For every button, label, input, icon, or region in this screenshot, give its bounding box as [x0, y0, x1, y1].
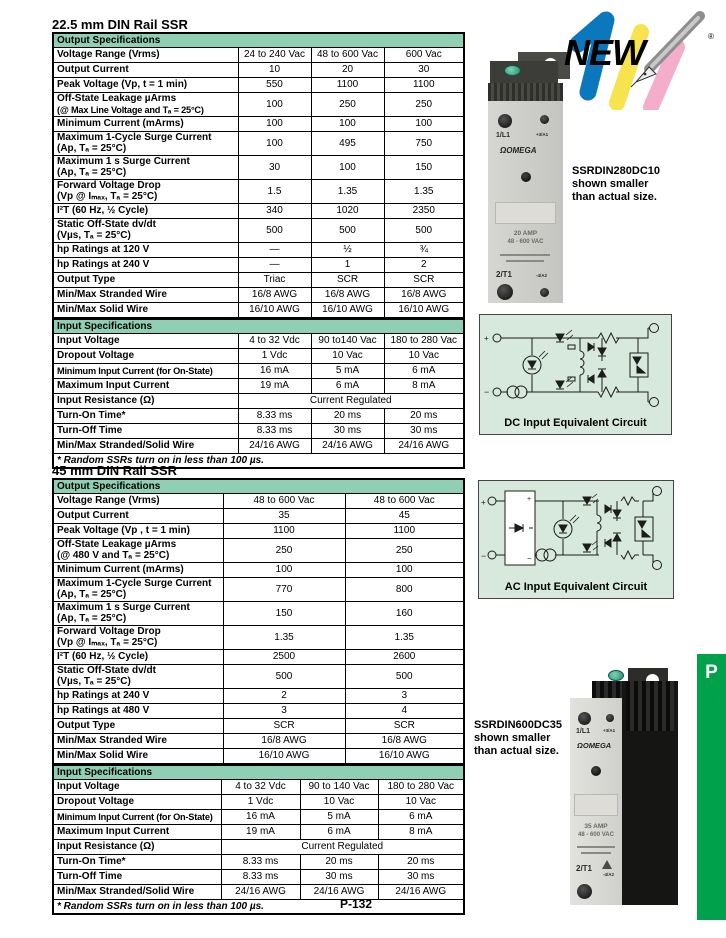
row-label: Voltage Range (Vrms): [53, 494, 223, 509]
row-label: Dropout Voltage: [53, 795, 221, 810]
row-label: hp Ratings at 240 V: [53, 258, 238, 273]
row-label: hp Ratings at 480 V: [53, 704, 223, 719]
row-value: 20: [311, 63, 384, 78]
table-row: [53, 626, 464, 650]
row-value: 3: [345, 689, 464, 704]
row-label: Turn-On Time*: [53, 409, 238, 424]
row-label: Minimum Current (mArms): [53, 117, 238, 132]
table-row: [53, 719, 464, 734]
row-value: 30 ms: [311, 424, 384, 439]
row-value: 2: [223, 689, 345, 704]
row-value: 1100: [384, 78, 464, 93]
caption-line: than actual size.: [572, 191, 657, 203]
row-value: 16/10 AWG: [238, 303, 311, 319]
row-value: 90 to140 Vac: [311, 334, 384, 349]
table-row: [53, 494, 464, 509]
row-label: Peak Voltage (Vp , t = 1 min): [53, 524, 223, 539]
ac-circuit-box: [478, 480, 674, 599]
table-row: [53, 394, 464, 409]
row-label: Static Off-State dv/dt (Vµs, Tₐ = 25°C): [53, 219, 238, 243]
row-value: 20 ms: [300, 855, 378, 870]
row-value: 2500: [223, 650, 345, 665]
row-label: Min/Max Stranded Wire: [53, 288, 238, 303]
row-label: Turn-Off Time: [53, 424, 238, 439]
row-value: 19 mA: [221, 825, 300, 840]
table-row: [53, 509, 464, 524]
voltage-rating-label: 48 - 600 VAC: [507, 239, 544, 245]
row-value: 16/10 AWG: [384, 303, 464, 319]
table-section-header: Input Specifications: [53, 765, 464, 780]
row-value: 1.35: [384, 180, 464, 204]
row-value: 2: [384, 258, 464, 273]
row-value: 4 to 32 Vdc: [221, 780, 300, 795]
terminal-label: 2/T1: [496, 270, 513, 279]
row-label: Input Resistance (Ω): [53, 394, 238, 409]
warning-icon: [602, 860, 612, 869]
fine-print-line: [506, 260, 544, 262]
table-row: [53, 117, 464, 132]
row-value: 16/8 AWG: [223, 734, 345, 749]
table-row: [53, 219, 464, 243]
row-value: 1.5: [238, 180, 311, 204]
row-value: 4: [345, 704, 464, 719]
row-value: 750: [384, 132, 464, 156]
row-value: 4 to 32 Vdc: [238, 334, 311, 349]
row-value: 30 ms: [378, 870, 464, 885]
row-value: 1.35: [311, 180, 384, 204]
spec-table: [52, 478, 465, 765]
product-photo-ssrdin600dc35: [570, 668, 680, 905]
caption-line: shown smaller: [474, 732, 551, 744]
row-value: 2600: [345, 650, 464, 665]
row-value: 16 mA: [221, 810, 300, 825]
pen-icon: [548, 6, 726, 110]
row-value: 16 mA: [238, 364, 311, 379]
table-footnote: * Random SSRs turn on in less than 100 µs.: [53, 454, 464, 469]
row-value: 20 ms: [378, 855, 464, 870]
table-row: [53, 704, 464, 719]
row-label: Min/Max Stranded/Solid Wire: [53, 885, 221, 900]
row-label: Turn-On Time*: [53, 855, 221, 870]
row-value: 1100: [345, 524, 464, 539]
row-label: Output Type: [53, 273, 238, 288]
row-value: 16/10 AWG: [223, 749, 345, 765]
row-value: 6 mA: [378, 810, 464, 825]
row-value: Current Regulated: [221, 840, 464, 855]
dc-circuit-caption: DC Input Equivalent Circuit: [504, 417, 647, 429]
table-section-header: Output Specifications: [53, 479, 464, 494]
row-label: Off-State Leakage µArms (@ 480 V and Tₐ = 25°C): [53, 539, 223, 563]
row-value: 3: [223, 704, 345, 719]
bridge-plus: +: [527, 496, 532, 503]
row-value: SCR: [223, 719, 345, 734]
row-value: 500: [238, 219, 311, 243]
terminal-label: -4/A2: [603, 872, 615, 877]
row-label: Minimum Input Current (for On-State): [53, 810, 221, 825]
row-value: 1: [311, 258, 384, 273]
table-row: [53, 870, 464, 885]
row-value: 1.35: [345, 626, 464, 650]
row-value: 250: [384, 93, 464, 117]
row-label: Minimum Current (mArms): [53, 563, 223, 578]
row-value: 600 Vac: [384, 48, 464, 63]
row-value: 340: [238, 204, 311, 219]
row-label: Min/Max Solid Wire: [53, 303, 238, 319]
row-value: 48 to 600 Vac: [311, 48, 384, 63]
table-row: [53, 364, 464, 379]
table-row: [53, 156, 464, 180]
row-value: 770: [223, 578, 345, 602]
row-value: 30: [384, 63, 464, 78]
terminal-screw: [540, 288, 549, 297]
spec-tables-22-5mm: [52, 33, 464, 469]
row-value: SCR: [345, 719, 464, 734]
row-value: 100: [223, 563, 345, 578]
table-row: [53, 288, 464, 303]
section-tab-letter: P: [705, 662, 718, 683]
table-row: [53, 665, 464, 689]
row-value: 24/16 AWG: [221, 885, 300, 900]
row-value: 90 to 140 Vac: [300, 780, 378, 795]
product-model: SSRDIN600DC35: [474, 719, 563, 731]
row-label: Maximum Input Current: [53, 825, 221, 840]
table-row: [53, 749, 464, 765]
row-value: 6 mA: [311, 379, 384, 394]
ground-screw: [608, 670, 624, 681]
row-value: 24/16 AWG: [384, 439, 464, 454]
ground-screw: [504, 65, 521, 76]
table-row: [53, 439, 464, 454]
row-value: 48 to 600 Vac: [345, 494, 464, 509]
table-row: [53, 780, 464, 795]
table-section-header: Input Specifications: [53, 319, 464, 334]
row-value: 1020: [311, 204, 384, 219]
row-value: 6 mA: [300, 825, 378, 840]
section-title-22-5mm: 22.5 mm DIN Rail SSR: [52, 17, 188, 32]
row-label: Input Resistance (Ω): [53, 840, 221, 855]
ac-circuit-caption: AC Input Equivalent Circuit: [504, 581, 648, 593]
row-label: Maximum 1 s Surge Current (Ap, Tₐ = 25°C): [53, 602, 223, 626]
row-value: 30: [238, 156, 311, 180]
status-led: [591, 766, 601, 776]
row-value: ½: [311, 243, 384, 258]
row-value: 495: [311, 132, 384, 156]
table-row: [53, 650, 464, 665]
ac-circuit-schematic: [479, 481, 675, 575]
row-value: 19 mA: [238, 379, 311, 394]
table-footnote: * Random SSRs turn on in less than 100 µs.: [53, 900, 464, 915]
terminal-label: +3/A1: [536, 132, 549, 137]
row-value: 24/16 AWG: [300, 885, 378, 900]
table-row: [53, 243, 464, 258]
row-label: Min/Max Stranded Wire: [53, 734, 223, 749]
row-label: Dropout Voltage: [53, 349, 238, 364]
row-value: 16/10 AWG: [311, 303, 384, 319]
row-value: 24/16 AWG: [311, 439, 384, 454]
table-row: [53, 840, 464, 855]
table-row: [53, 563, 464, 578]
row-value: 16/8 AWG: [384, 288, 464, 303]
row-value: 6 mA: [384, 364, 464, 379]
row-value: 5 mA: [311, 364, 384, 379]
spec-table: [52, 318, 465, 469]
row-value: SCR: [311, 273, 384, 288]
row-value: 250: [311, 93, 384, 117]
caption-line: than actual size.: [474, 745, 559, 757]
row-value: 1100: [223, 524, 345, 539]
row-value: 500: [223, 665, 345, 689]
spec-table: [52, 32, 465, 319]
row-value: 8.33 ms: [238, 424, 311, 439]
row-value: 8.33 ms: [221, 855, 300, 870]
row-value: SCR: [384, 273, 464, 288]
fine-print-line: [581, 852, 611, 854]
row-value: 45: [345, 509, 464, 524]
row-value: 250: [223, 539, 345, 563]
terminal-label: +3/A1: [603, 728, 616, 733]
row-label: Peak Voltage (Vp, t = 1 min): [53, 78, 238, 93]
row-value: 100: [311, 156, 384, 180]
table-row: [53, 349, 464, 364]
table-row: [53, 795, 464, 810]
product-caption: [572, 165, 722, 204]
row-value: 500: [384, 219, 464, 243]
fine-print-line: [577, 846, 615, 848]
table-row: [53, 855, 464, 870]
terminal-label: 1/L1: [496, 132, 511, 139]
row-value: 48 to 600 Vac: [223, 494, 345, 509]
row-label: Voltage Range (Vrms): [53, 48, 238, 63]
table-row: [53, 409, 464, 424]
table-row: [53, 424, 464, 439]
minus-sign: −: [484, 387, 490, 397]
dc-circuit-box: [479, 314, 672, 435]
heatsink-fins: [626, 681, 674, 731]
table-row: [53, 524, 464, 539]
terminal-screw: [578, 712, 591, 725]
row-label: Maximum 1-Cycle Surge Current (Ap, Tₐ = 25°C): [53, 132, 238, 156]
registered-mark: ®: [708, 32, 714, 41]
dc-circuit-schematic: [480, 315, 673, 411]
row-value: 550: [238, 78, 311, 93]
row-value: 180 to 280 Vac: [384, 334, 464, 349]
amp-rating-label: 35 AMP: [584, 823, 608, 830]
row-value: 16/10 AWG: [345, 749, 464, 765]
table-row: [53, 734, 464, 749]
omega-logo: ΩOMEGA: [500, 146, 537, 155]
table-row: [53, 334, 464, 349]
row-value: 10 Vac: [300, 795, 378, 810]
row-value: 150: [384, 156, 464, 180]
table-row: [53, 78, 464, 93]
row-value: 180 to 280 Vac: [378, 780, 464, 795]
row-value: 8 mA: [378, 825, 464, 840]
row-value: 1.35: [223, 626, 345, 650]
row-label: Maximum 1-Cycle Surge Current (Ap, Tₐ = 25°C): [53, 578, 223, 602]
plus-sign: +: [484, 334, 489, 343]
row-label: Forward Voltage Drop (Vp @ Iₘₐₓ, Tₐ = 25°C): [53, 180, 238, 204]
table-row: [53, 885, 464, 900]
row-value: 100: [384, 117, 464, 132]
row-label: Minimum Input Current (for On-State): [53, 364, 238, 379]
row-value: 16/8 AWG: [345, 734, 464, 749]
row-label: Input Voltage: [53, 780, 221, 795]
row-value: 10: [238, 63, 311, 78]
table-row: [53, 63, 464, 78]
label-window: [574, 794, 618, 816]
table-row: [53, 258, 464, 273]
row-value: 16/8 AWG: [311, 288, 384, 303]
row-value: 100: [238, 132, 311, 156]
row-value: 500: [311, 219, 384, 243]
table-row: [53, 825, 464, 840]
row-label: Maximum 1 s Surge Current (Ap, Tₐ = 25°C): [53, 156, 238, 180]
row-label: I²T (60 Hz, ½ Cycle): [53, 204, 238, 219]
row-label: Output Current: [53, 509, 223, 524]
voltage-rating-label: 48 - 600 VAC: [578, 832, 614, 838]
row-label: Maximum Input Current: [53, 379, 238, 394]
row-label: Output Current: [53, 63, 238, 78]
row-value: 100: [311, 117, 384, 132]
label-window: [495, 202, 556, 224]
row-label: Output Type: [53, 719, 223, 734]
row-label: Input Voltage: [53, 334, 238, 349]
spec-table: [52, 764, 465, 915]
spec-tables-45mm: [52, 479, 464, 915]
row-value: 30 ms: [384, 424, 464, 439]
row-label: Min/Max Solid Wire: [53, 749, 223, 765]
bridge-minus: −: [527, 554, 532, 563]
row-label: I²T (60 Hz, ½ Cycle): [53, 650, 223, 665]
row-label: Turn-Off Time: [53, 870, 221, 885]
terminal-label: 1/L1: [576, 728, 591, 735]
terminal-label: 2/T1: [576, 864, 593, 873]
amp-rating-label: 20 AMP: [513, 230, 538, 237]
row-value: 35: [223, 509, 345, 524]
row-value: 160: [345, 602, 464, 626]
table-row: [53, 132, 464, 156]
row-value: 24/16 AWG: [378, 885, 464, 900]
row-value: 24/16 AWG: [238, 439, 311, 454]
table-row: [53, 810, 464, 825]
row-label: hp Ratings at 240 V: [53, 689, 223, 704]
omega-logo: ΩOMEGA: [577, 741, 612, 750]
terminal-screw: [577, 884, 592, 899]
fine-print-line: [500, 254, 550, 256]
new-badge: [548, 6, 726, 110]
caption-line: shown smaller: [572, 178, 649, 190]
row-value: 16/8 AWG: [238, 288, 311, 303]
section-title-45mm: 45 mm DIN Rail SSR: [52, 463, 177, 478]
row-value: 8.33 ms: [221, 870, 300, 885]
table-row: [53, 689, 464, 704]
terminal-screw: [606, 714, 614, 722]
row-value: 10 Vac: [311, 349, 384, 364]
row-value: 8.33 ms: [238, 409, 311, 424]
row-label: Min/Max Stranded/Solid Wire: [53, 439, 238, 454]
row-label: Off-State Leakage µArms (@ Max Line Voltage and Tₐ = 25°C): [53, 93, 238, 117]
row-value: 1 Vdc: [221, 795, 300, 810]
table-row: [53, 273, 464, 288]
terminal-screw: [498, 114, 512, 128]
row-value: 10 Vac: [378, 795, 464, 810]
status-led: [521, 172, 531, 182]
table-row: [53, 379, 464, 394]
terminal-label: -4/A2: [536, 273, 548, 278]
row-value: 20 ms: [311, 409, 384, 424]
row-value: 150: [223, 602, 345, 626]
row-value: 2350: [384, 204, 464, 219]
product-model: SSRDIN280DC10: [572, 165, 661, 177]
row-value: —: [238, 258, 311, 273]
row-value: 250: [345, 539, 464, 563]
table-row: [53, 539, 464, 563]
row-value: —: [238, 243, 311, 258]
table-section-header: Output Specifications: [53, 33, 464, 48]
table-row: [53, 303, 464, 319]
row-value: 1100: [311, 78, 384, 93]
table-row: [53, 180, 464, 204]
row-label: Forward Voltage Drop (Vp @ Iₘₐₓ, Tₐ = 25°C): [53, 626, 223, 650]
plus-sign: +: [481, 498, 486, 507]
table-row: [53, 578, 464, 602]
row-value: 10 Vac: [384, 349, 464, 364]
row-label: hp Ratings at 120 V: [53, 243, 238, 258]
table-row: [53, 93, 464, 117]
row-value: 5 mA: [300, 810, 378, 825]
terminal-screw: [540, 115, 549, 124]
row-label: Static Off-State dv/dt (Vµs, Tₐ = 25°C): [53, 665, 223, 689]
row-value: Triac: [238, 273, 311, 288]
row-value: ¾: [384, 243, 464, 258]
section-tab-p: [697, 654, 726, 920]
row-value: 20 ms: [384, 409, 464, 424]
row-value: 100: [238, 93, 311, 117]
row-value: 1 Vdc: [238, 349, 311, 364]
table-row: [53, 602, 464, 626]
row-value: 100: [238, 117, 311, 132]
page-number: P-132: [340, 897, 373, 911]
table-row: [53, 204, 464, 219]
row-value: 800: [345, 578, 464, 602]
row-value: 500: [345, 665, 464, 689]
new-badge-text: NEW: [564, 32, 645, 73]
row-value: 24 to 240 Vac: [238, 48, 311, 63]
table-row: [53, 48, 464, 63]
terminal-screw: [497, 284, 513, 300]
row-value: 8 mA: [384, 379, 464, 394]
row-value: Current Regulated: [238, 394, 464, 409]
row-value: 100: [345, 563, 464, 578]
minus-sign: −: [481, 551, 487, 561]
row-value: 30 ms: [300, 870, 378, 885]
